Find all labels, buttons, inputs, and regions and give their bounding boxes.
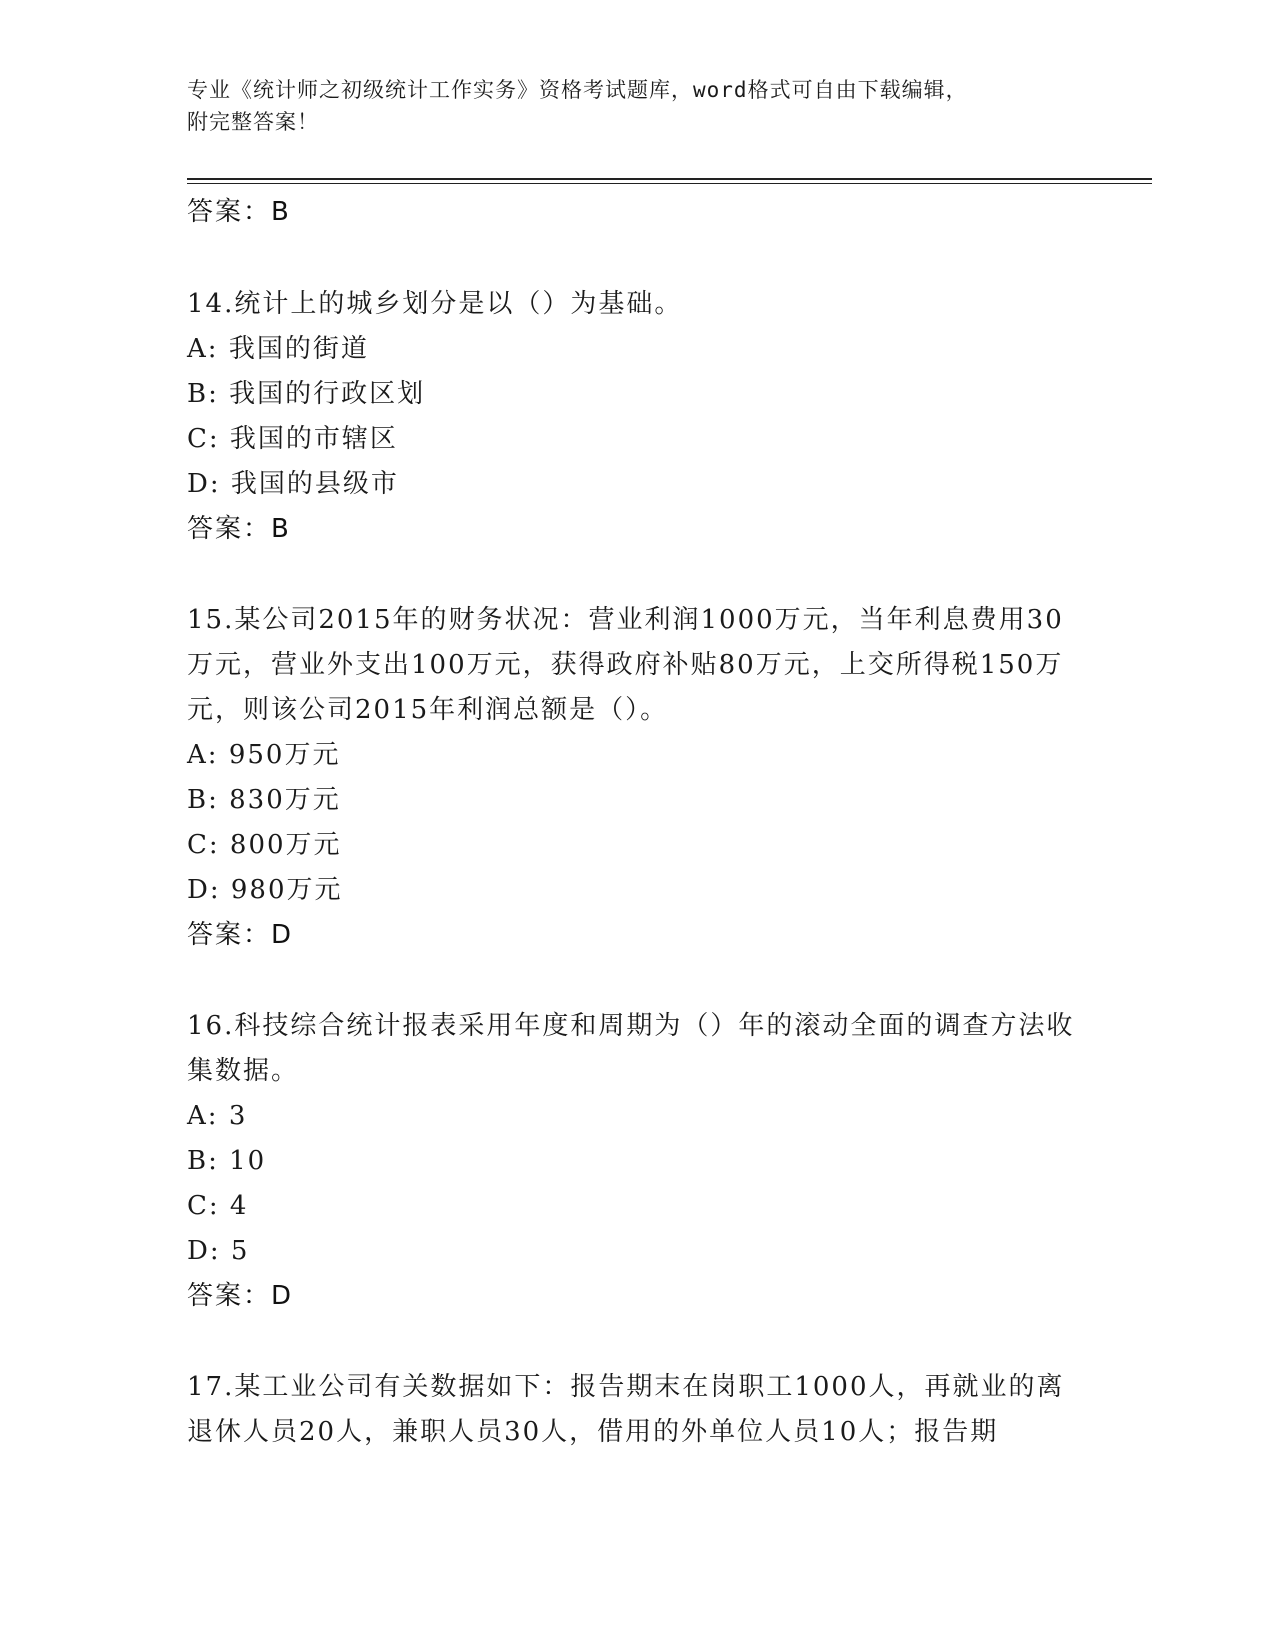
option-text: 10 xyxy=(229,1146,267,1176)
option-key: C: xyxy=(187,830,220,860)
question-stem: 17.某工业公司有关数据如下：报告期末在岗职工1000人，再就业的离退休人员20人，兼职人员30人，借用的外单位人员10人；报告期 xyxy=(187,1372,1065,1447)
option-b xyxy=(187,372,1087,417)
option-key: B: xyxy=(187,1146,219,1176)
option-text: 830万元 xyxy=(229,785,341,815)
option-d xyxy=(187,1229,1087,1274)
option-c xyxy=(187,417,1087,462)
header-line-1: 专业《统计师之初级统计工作实务》资格考试题库，word格式可自由下载编辑， xyxy=(187,78,968,102)
option-d xyxy=(187,462,1087,507)
option-text: 950万元 xyxy=(228,740,341,770)
option-key: A: xyxy=(187,334,219,364)
option-text: 5 xyxy=(230,1236,250,1266)
option-key: D: xyxy=(187,1236,221,1266)
option-a xyxy=(187,733,1087,778)
option-c xyxy=(187,1184,1087,1229)
option-key: D: xyxy=(187,469,221,499)
question-list xyxy=(187,190,1087,1455)
option-c xyxy=(187,823,1087,868)
option-d xyxy=(187,868,1087,913)
option-key: D: xyxy=(187,875,221,905)
header-rule-thick xyxy=(187,178,1152,180)
question-stem: 14.统计上的城乡划分是以（）为基础。 xyxy=(187,289,683,319)
answer-line: 答案：D xyxy=(187,920,294,950)
answer-line: 答案：D xyxy=(187,1281,294,1311)
option-key: A: xyxy=(187,740,219,770)
document-header xyxy=(187,74,1087,138)
question-stem: 15.某公司2015年的财务状况：营业利润1000万元，当年利息费用30万元，营业外支出100万元，获得政府补贴80万元，上交所得税150万元，则该公司2015年利润总额是（）。 xyxy=(187,605,1064,725)
option-key: C: xyxy=(187,1191,220,1221)
option-key: C: xyxy=(187,424,220,454)
option-text: 3 xyxy=(228,1101,248,1131)
option-text: 我国的县级市 xyxy=(230,469,399,499)
option-text: 980万元 xyxy=(230,875,343,905)
answer-line: 答案：B xyxy=(187,514,291,544)
option-a xyxy=(187,327,1087,372)
option-text: 我国的行政区划 xyxy=(229,379,426,409)
question-stem: 16.科技综合统计报表采用年度和周期为（）年的滚动全面的调查方法收集数据。 xyxy=(187,1011,1075,1086)
option-key: A: xyxy=(187,1101,219,1131)
option-b xyxy=(187,1139,1087,1184)
option-text: 800万元 xyxy=(229,830,342,860)
option-text: 我国的市辖区 xyxy=(229,424,398,454)
option-text: 我国的街道 xyxy=(228,334,369,364)
header-rule-thin xyxy=(187,183,1152,184)
answer-line: 答案：B xyxy=(187,197,291,227)
option-key: B: xyxy=(187,379,219,409)
option-a xyxy=(187,1094,1087,1139)
header-line-2: 附完整答案！ xyxy=(187,110,319,134)
option-text: 4 xyxy=(229,1191,249,1221)
option-b xyxy=(187,778,1087,823)
option-key: B: xyxy=(187,785,219,815)
